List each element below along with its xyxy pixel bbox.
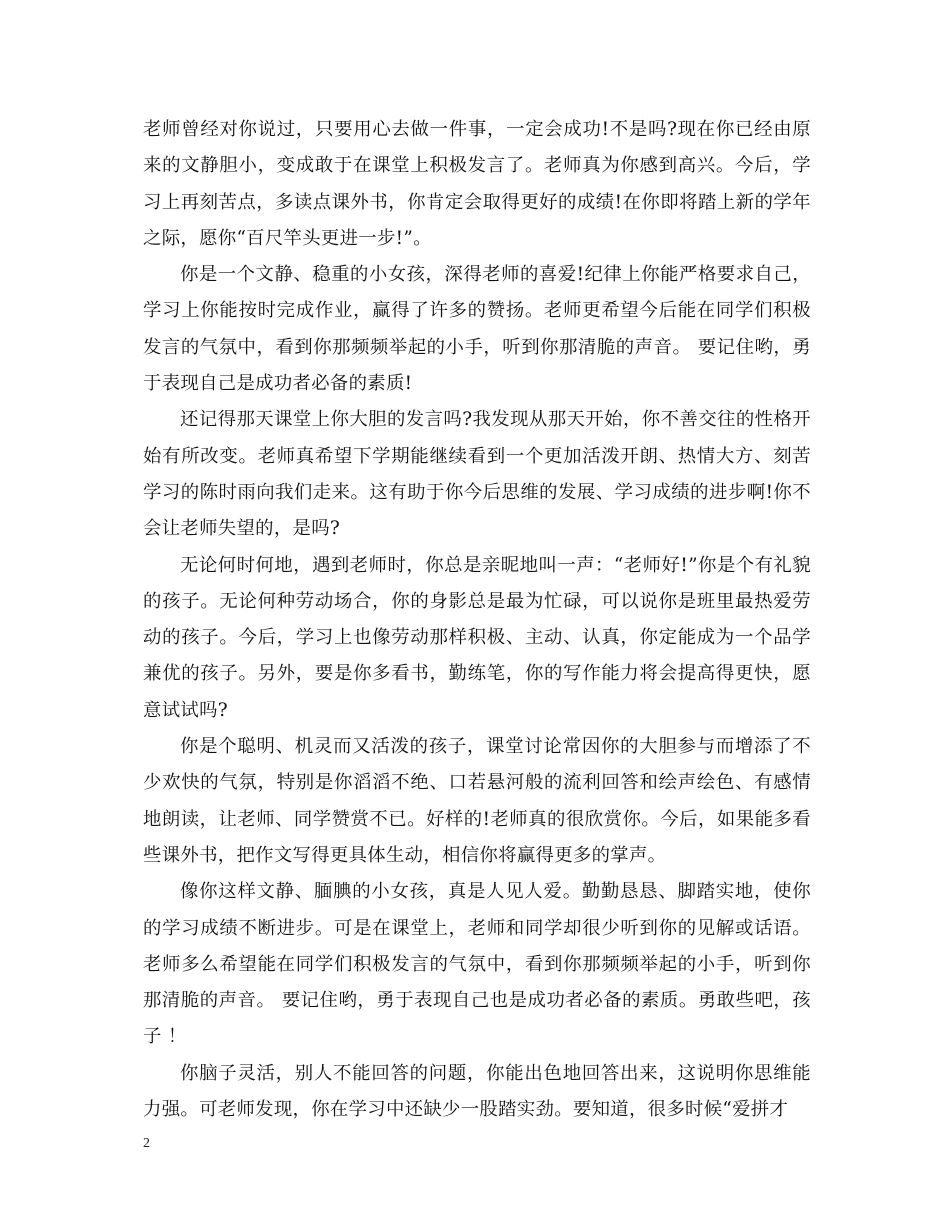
paragraph-comment: 还记得那天课堂上你大胆的发言吗?我发现从那天开始，你不善交往的性格开始有所改变。老师真希望下学期能继续看到一个更加活泼开朗、热情大方、刻苦学习的陈时雨向我们走来。这有助于你今后思维的发展、学习成绩的进步啊!你不会让老师失望的，是吗? [143, 409, 811, 540]
paragraph-comment: 你脑子灵活，别人不能回答的问题，你能出色地回答出来，这说明你思维能力强。可老师发现，你在学习中还缺少一股踏实劲。要知道，很多时候“爱拼才 [143, 1062, 811, 1121]
page-number: 2 [143, 1136, 150, 1151]
paragraph-comment: 像你这样文静、腼腆的小女孩，真是人见人爱。勤勤恳恳、脚踏实地，使你的学习成绩不断进步。可是在课堂上，老师和同学却很少听到你的见解或话语。老师多么希望能在同学们积极发言的气氛中，看到你那频频举起的小手，听到你那清脆的声音。 要记住哟，勇于表现自己也是成功者必备的素质。勇敢些吧，孩子 ！ [143, 881, 811, 1048]
paragraph-comment: 无论何时何地，遇到老师时，你总是亲昵地叫一声：“老师好!”你是个有礼貌的孩子。无论何种劳动场合，你的身影总是最为忙碌，可以说你是班里最热爱劳动的孩子。今后，学习上也像劳动那样积极、主动、认真，你定能成为一个品学兼优的孩子。另外，要是你多看书，勤练笔，你的写作能力将会提高得更快，愿意试试吗? [143, 554, 811, 721]
paragraph-continued: 老师曾经对你说过，只要用心去做一件事，一定会成功!不是吗?现在你已经由原来的文静胆小，变成敢于在课堂上积极发言了。老师真为你感到高兴。今后，学习上再刻苦点，多读点课外书，你肯定会取得更好的成绩!在你即将踏上新的学年之际，愿你“百尺竿头更进一步!”。 [143, 119, 811, 249]
paragraph-comment: 你是个聪明、机灵而又活泼的孩子，课堂讨论常因你的大胆参与而增添了不少欢快的气氛，特别是你滔滔不绝、口若悬河般的流利回答和绘声绘色、有感情地朗读，让老师、同学赞赏不已。好样的!老师真的很欣赏你。今后，如果能多看些课外书，把作文写得更具体生动，相信你将赢得更多的掌声。 [143, 736, 811, 866]
document-body [143, 112, 811, 1128]
paragraph-comment: 你是一个文静、稳重的小女孩，深得老师的喜爱!纪律上你能严格要求自己，学习上你能按时完成作业，赢得了许多的赞扬。老师更希望今后能在同学们积极发言的气氛中，看到你那频频举起的小手，听到你那清脆的声音。 要记住哟，勇于表现自己是成功者必备的素质! [143, 264, 811, 395]
